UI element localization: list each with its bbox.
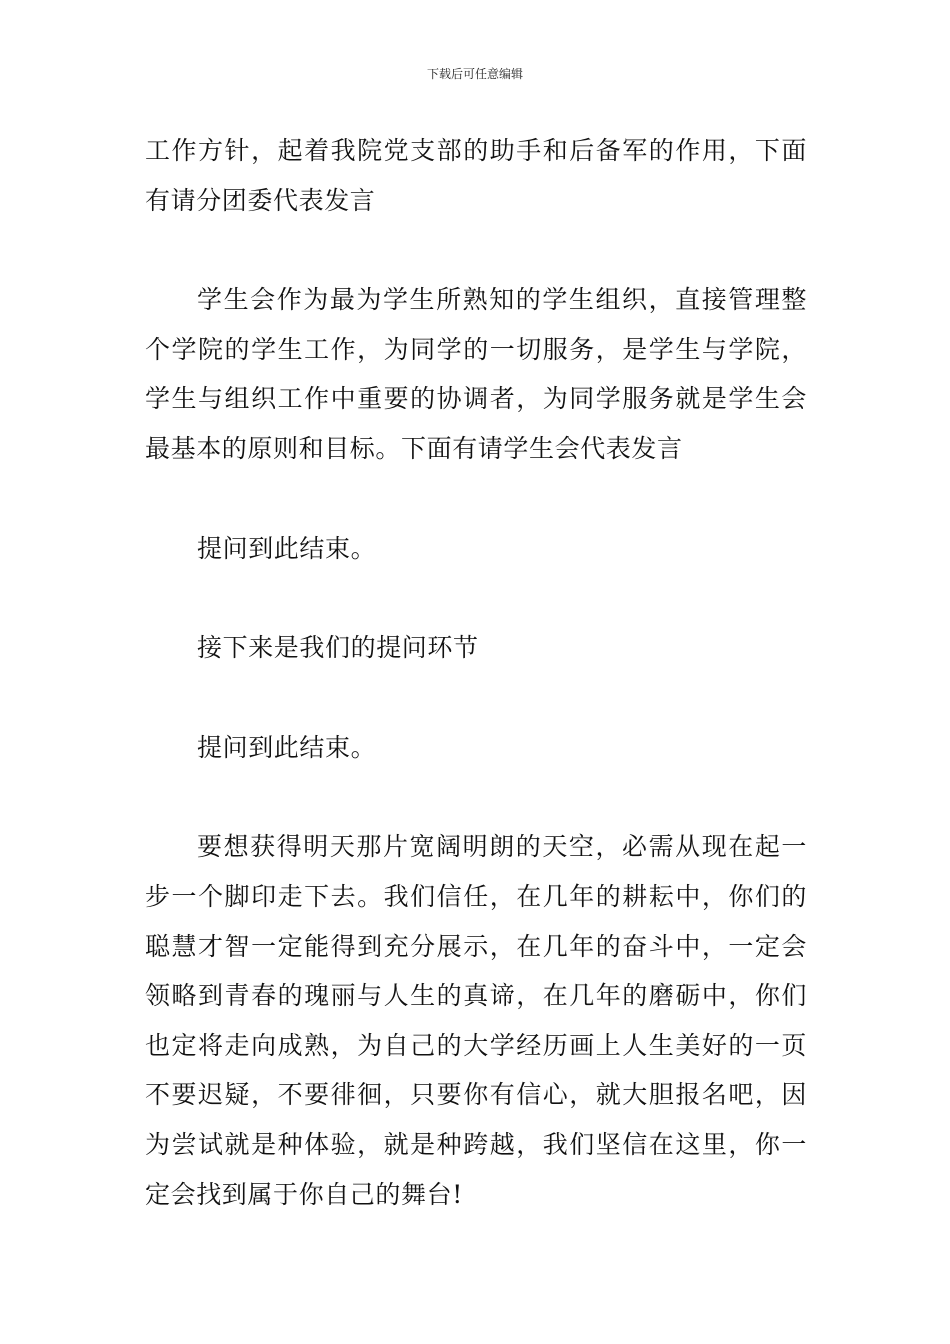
paragraph-closing: 要想获得明天那片宽阔明朗的天空，必需从现在起一步一个脚印走下去。我们信任，在几年的耕耘中，你们的聪慧才智一定能得到充分展示，在几年的奋斗中，一定会领略到青春的瑰丽与人生的真谛，在几年的磨砺中，你们也定将走向成熟，为自己的大学经历画上人生美好的一页不要迟疑，不要徘徊，只要你有信心，就大胆报名吧，因为尝试就是种体验，就是种跨越，我们坚信在这里，你一定会找到属于你自己的舞台! (145, 832, 807, 1209)
paragraph-question-end-1: 提问到此结束。 (197, 533, 377, 563)
document-body (145, 126, 807, 1219)
paragraph-gap (145, 573, 807, 623)
paragraph-question-end-2: 提问到此结束。 (197, 732, 377, 762)
paragraph-continuation: 工作方针，起着我院党支部的助手和后备军的作用，下面有请分团委代表发言 (145, 136, 807, 215)
paragraph-question-session: 接下来是我们的提问环节 (197, 633, 479, 663)
paragraph-student-union: 学生会作为最为学生所熟知的学生组织，直接管理整个学院的学生工作，为同学的一切服务，是学生与学院，学生与组织工作中重要的协调者，为同学服务就是学生会最基本的原则和目标。下面有请学生会代表发言 (145, 285, 807, 463)
paragraph-gap (145, 772, 807, 822)
paragraph-gap (145, 225, 807, 275)
paragraph-gap (145, 474, 807, 524)
header-note: 下载后可任意编辑 (426, 67, 523, 81)
paragraph-gap (145, 673, 807, 723)
